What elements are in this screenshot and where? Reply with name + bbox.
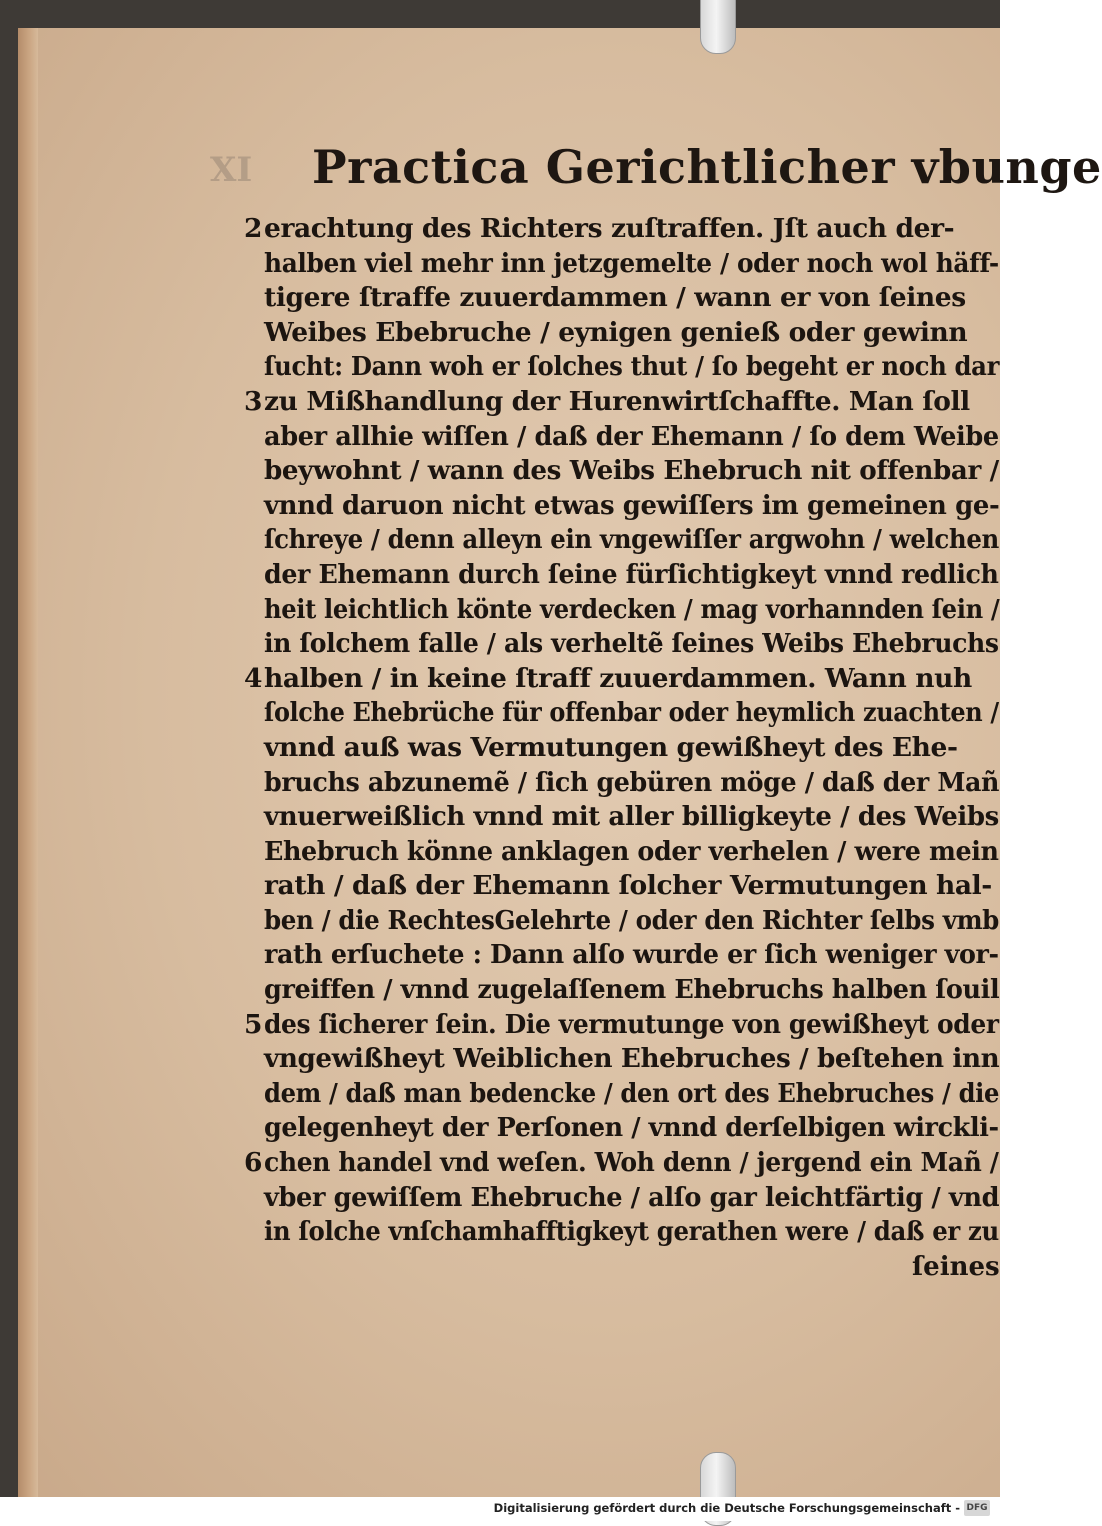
line-text: gelegenheyt der Perſonen / vnnd derſelbigen wirckli- [264,1112,999,1144]
text-line [258,1215,999,1250]
text-line [258,247,999,282]
line-text: chen handel vnd weſen. Woh denn / jergend ein Mañ / [264,1147,999,1179]
funding-credit: Digitalisierung gefördert durch die Deutsche Forschungsgemeinschaft - [493,1501,960,1515]
text-line [244,1146,999,1181]
line-text: dem / daß man bedencke / den ort des Ehebruches / die [264,1077,1000,1109]
line-text: ben / die RechtesGelehrte / oder den Richter ſelbs vmb [264,904,999,936]
text-line [258,523,999,558]
text-block [244,212,1000,1250]
line-text: vber gewiſſem Ehebruche / alſo gar leichtfärtig / vnd [264,1181,1000,1213]
line-text: halben viel mehr inn jetzgemelte / oder noch wol häff- [264,247,999,279]
text-line [258,1111,999,1146]
line-text: in ſolchem falle / als verheltẽ ſeines Weibs Ehebruchs [264,628,999,660]
text-line [258,454,999,489]
dfg-logo: DFG [964,1500,990,1516]
line-text: vnuerweißlich vnnd mit aller billigkeyte / des Weibs [264,801,999,833]
line-text: greiffen / vnnd zugelaſſenem Ehebruchs halben ſouil [264,974,1000,1006]
line-text: vnnd auß was Vermutungen gewißheyt des Ehe- [264,731,958,763]
page-edge [18,28,38,1497]
text-line [258,420,999,455]
text-line [258,904,999,939]
line-text: vnnd daruon nicht etwas gewiſſers im gemeinen ge- [264,489,1000,521]
line-text: beywohnt / wann des Weibs Ehebruch nit offenbar / [264,455,999,487]
text-line [258,281,993,316]
folio-number: XI [210,150,253,190]
text-line [258,766,1000,801]
text-line [258,593,1000,628]
text-line [244,212,993,247]
line-text: zu Mißhandlung der Hurenwirtſchaffte. Man ſoll [264,385,970,417]
text-line [258,1181,1000,1216]
line-text: aber allhie wiſſen / daß der Ehemann / ſo dem Weibe [264,420,999,452]
margin-number: 3 [244,385,263,417]
line-text: rath / daß der Ehemann ſolcher Vermutungen hal- [264,870,992,902]
catchword: ſeines [912,1252,1000,1282]
text-line [244,662,993,697]
line-text: bruchs abzunemẽ / ſich gebüren möge / daß der Mañ [264,766,1000,798]
line-text: ſolche Ehebrüche für offenbar oder heymlich zuachten / [264,697,999,729]
running-header: Practica Gerichtlicher vbunge [312,140,1102,194]
line-text: Ehebruch könne anklagen oder verhelen / were mein [264,835,999,867]
text-line [258,696,999,731]
text-line [258,800,999,835]
line-text: Weibes Ebebruche / eynigen genieß oder gewinn [264,316,968,348]
text-line [258,938,999,973]
margin-number: 5 [244,1008,263,1040]
line-text: vngewißheyt Weiblichen Ehebruches / beſtehen inn [264,1043,1000,1075]
text-line [258,627,999,662]
text-line [244,385,993,420]
line-text: in ſolche vnſchamhafftigkeyt gerathen were / daß er zu [264,1216,999,1248]
text-line [258,350,1000,385]
text-line [258,869,993,904]
text-line [258,489,1000,524]
footer-bar [0,1497,1000,1521]
line-text: ſchreye / denn alleyn ein vngewiſſer argwohn / welchen [264,524,999,556]
line-text: des ſicherer ſein. Die vermutunge von gewißheyt oder [264,1008,999,1040]
margin-number: 4 [244,662,263,694]
line-text: halben / in keine ſtraff zuuerdammen. Wann nuh [264,662,972,694]
text-line [258,558,999,593]
margin-number: 6 [244,1147,263,1179]
text-line [258,973,1000,1008]
line-text: ſucht: Dann woh er ſolches thut / ſo begeht er noch dar [264,351,1000,383]
text-line [258,316,993,351]
margin-number: 2 [244,213,263,244]
line-text: tigere ſtraffe zuuerdammen / wann er von ſeines [264,282,966,314]
text-line [258,731,993,766]
line-text: rath erſuchete : Dann alſo wurde er ſich weniger vor- [264,939,999,971]
text-line [258,1042,1000,1077]
line-text: heit leichtlich könte verdecken / mag vorhannden ſein / [264,593,1000,625]
text-line [258,835,999,870]
line-text: der Ehemann durch ſeine fürſichtigkeyt vnnd redlich [264,558,999,590]
text-line [244,1008,999,1043]
page-clip-top [700,0,736,54]
text-line [258,1077,1000,1112]
line-text: erachtung des Richters zuſtraffen. Jſt auch der- [264,213,955,244]
